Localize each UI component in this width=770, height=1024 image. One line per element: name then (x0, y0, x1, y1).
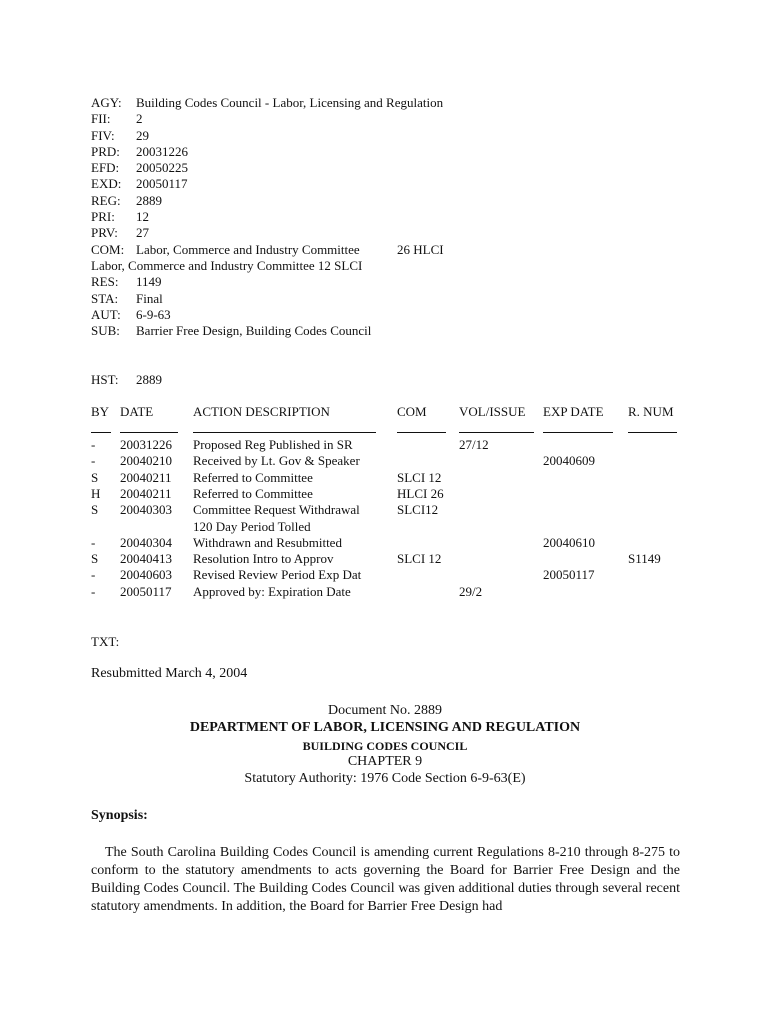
header-underline (193, 432, 376, 433)
meta-value: Barrier Free Design, Building Codes Council (136, 323, 372, 339)
cell-action: Revised Review Period Exp Dat (193, 567, 362, 583)
meta-key: FIV: (91, 127, 115, 143)
header-com: COM (397, 404, 427, 419)
meta-key: SUB: (91, 323, 120, 339)
cell-date: 20040210 (120, 453, 172, 469)
header-r-num: R. NUM (628, 404, 674, 419)
cell-date: 20040303 (120, 502, 172, 518)
meta-key: STA: (91, 290, 119, 306)
cell-action: 120 Day Period Tolled (193, 518, 311, 534)
cell-action: Resolution Intro to Approv (193, 551, 334, 567)
cell-date: 20031226 (120, 437, 172, 452)
cell-action: Received by Lt. Gov & Speaker (193, 453, 360, 469)
meta-value: 2889 (136, 192, 162, 208)
meta-key: COM: (91, 241, 125, 257)
cell-com: SLCI12 (397, 502, 439, 518)
meta-value: Final (136, 290, 163, 306)
cell-action: Withdrawn and Resubmitted (193, 534, 342, 550)
cell-by: H (91, 485, 101, 501)
cell-action: Proposed Reg Published in SR (193, 437, 353, 452)
meta-value: 12 (136, 209, 149, 225)
header-action: ACTION DESCRIPTION (193, 404, 330, 419)
cell-exp-date: 20050117 (543, 567, 595, 583)
hst-value: 2889 (136, 372, 162, 387)
cell-action: Referred to Committee (193, 485, 313, 501)
meta-key: AUT: (91, 306, 121, 322)
meta-key: EXD: (91, 176, 122, 192)
table-row (91, 502, 691, 518)
header-vol-issue: VOL/ISSUE (459, 404, 526, 419)
cell-by: - (91, 567, 96, 583)
cell-action: Committee Request Withdrawal (193, 502, 360, 518)
header-underline (459, 432, 534, 433)
statutory-authority: Statutory Authority: 1976 Code Section 6-9-63(E) (244, 771, 526, 786)
cell-com: HLCI 26 (397, 485, 444, 501)
cell-date: 20040413 (120, 551, 172, 567)
resubmitted-date: Resubmitted March 4, 2004 (91, 666, 248, 681)
department-title: DEPARTMENT OF LABOR, LICENSING AND REGULATION (189, 720, 581, 735)
meta-value: 20031226 (136, 143, 188, 159)
cell-by: S (91, 469, 99, 485)
history-header-row (91, 404, 691, 420)
meta-value: Labor, Commerce and Industry Committee (136, 241, 360, 257)
meta-value: 27 (136, 225, 149, 241)
meta-value: 20050117 (136, 176, 188, 192)
meta-key: PRD: (91, 143, 120, 159)
table-row (91, 437, 691, 453)
meta-value: 20050225 (136, 160, 188, 176)
header-underline (543, 432, 613, 433)
cell-by: - (91, 453, 96, 469)
header-underline (628, 432, 677, 433)
cell-by: S (91, 551, 99, 567)
synopsis-paragraph: The South Carolina Building Codes Council is amending current Regulations 8-210 through 8-275 to conform to the statutory amendments to acts governing the Board for Barrier Free Design and the Building Codes Council. The Building Codes Council was given additional duties through several recent statutory amendments. In addition, the Board for Barrier Free Design had (91, 845, 680, 914)
table-row (91, 567, 691, 583)
meta-full: Labor, Commerce and Industry Committee 12 SLCI (91, 257, 363, 273)
cell-vol-issue: 27/12 (459, 437, 489, 452)
table-row (91, 470, 691, 486)
header-by: BY (91, 404, 110, 419)
cell-com: SLCI 12 (397, 551, 442, 567)
table-row (91, 519, 691, 535)
council-title: BUILDING CODES COUNCIL (302, 739, 468, 753)
cell-exp-date: 20040610 (543, 534, 595, 550)
cell-r-num: S1149 (628, 551, 661, 567)
header-date: DATE (120, 404, 154, 419)
cell-by: - (91, 534, 96, 550)
meta-key: FII: (91, 111, 111, 127)
synopsis-heading: Synopsis: (91, 808, 148, 823)
cell-com: SLCI 12 (397, 469, 442, 485)
txt-label: TXT: (91, 634, 120, 649)
meta-value: 29 (136, 127, 149, 143)
header-underline (91, 432, 111, 433)
meta-extra: 26 HLCI (397, 241, 444, 257)
cell-action: Referred to Committee (193, 469, 313, 485)
meta-key: RES: (91, 274, 119, 290)
table-row (91, 486, 691, 502)
meta-key: REG: (91, 192, 121, 208)
table-row (91, 453, 691, 469)
cell-by: - (91, 583, 96, 599)
chapter-title: CHAPTER 9 (347, 754, 423, 769)
cell-date: 20040304 (120, 534, 172, 550)
table-row (91, 584, 691, 600)
cell-by: S (91, 502, 99, 518)
cell-vol-issue: 29/2 (459, 583, 483, 599)
header-underline (120, 432, 178, 433)
meta-value: Building Codes Council - Labor, Licensing and Regulation (136, 95, 444, 110)
meta-value: 6-9-63 (136, 306, 171, 322)
hst-key: HST: (91, 372, 119, 387)
cell-exp-date: 20040609 (543, 453, 595, 469)
table-row (91, 535, 691, 551)
table-row (91, 551, 691, 567)
header-exp-date: EXP DATE (543, 404, 604, 419)
meta-key: EFD: (91, 160, 120, 176)
cell-action: Approved by: Expiration Date (193, 583, 351, 599)
header-underline (397, 432, 446, 433)
meta-value: 2 (136, 111, 143, 127)
cell-date: 20040211 (120, 469, 172, 485)
cell-date: 20050117 (120, 583, 172, 599)
meta-key: AGY: (91, 95, 122, 110)
cell-date: 20040603 (120, 567, 172, 583)
cell-date: 20040211 (120, 485, 172, 501)
meta-value: 1149 (136, 274, 162, 290)
cell-by: - (91, 437, 96, 452)
document-number: Document No. 2889 (328, 703, 442, 718)
meta-key: PRV: (91, 225, 118, 241)
meta-key: PRI: (91, 209, 115, 225)
